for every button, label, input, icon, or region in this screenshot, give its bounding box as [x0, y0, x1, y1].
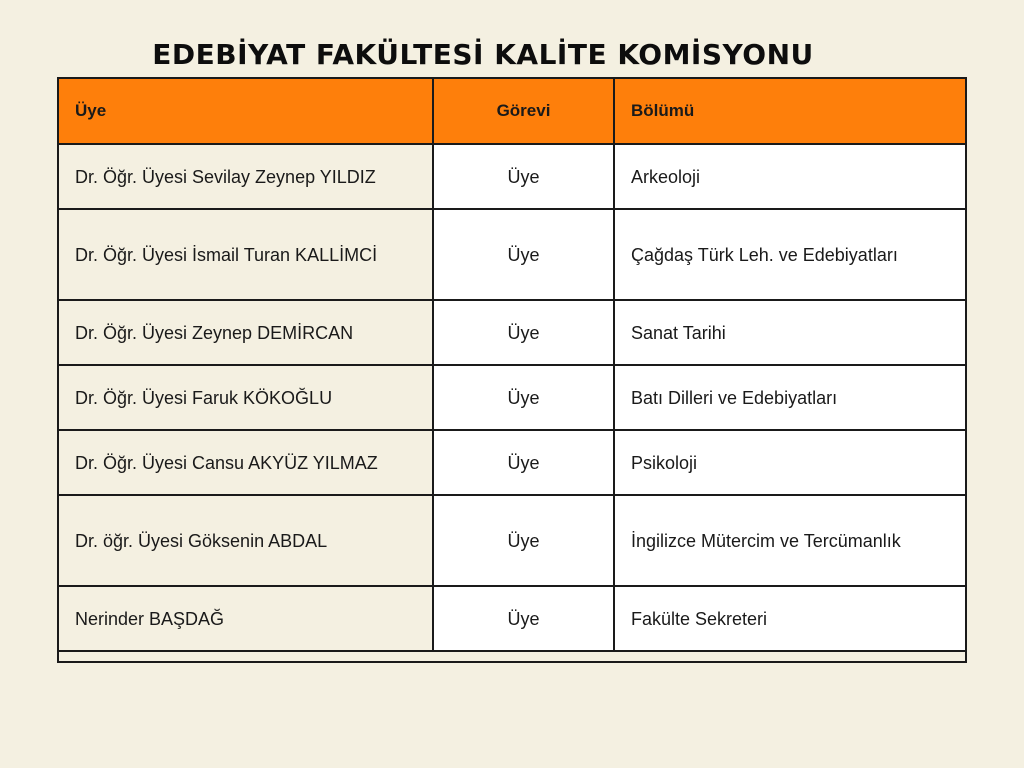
member-department: Batı Dilleri ve Edebiyatları [614, 365, 965, 430]
member-department: Arkeoloji [614, 144, 965, 209]
member-role: Üye [433, 586, 614, 651]
column-header-department: Bölümü [614, 79, 965, 144]
member-department: Sanat Tarihi [614, 300, 965, 365]
column-header-role: Görevi [433, 79, 614, 144]
table-row [59, 365, 965, 430]
member-name: Dr. Öğr. Üyesi Faruk KÖKOĞLU [59, 365, 433, 430]
member-role: Üye [433, 300, 614, 365]
member-role: Üye [433, 209, 614, 300]
table-header-row [59, 79, 965, 144]
member-name: Dr. Öğr. Üyesi Zeynep DEMİRCAN [59, 300, 433, 365]
member-department: Psikoloji [614, 430, 965, 495]
page-title: EDEBİYAT FAKÜLTESİ KALİTE KOMİSYONU [152, 38, 814, 71]
member-name: Nerinder BAŞDAĞ [59, 586, 433, 651]
member-role: Üye [433, 495, 614, 586]
table-row [59, 300, 965, 365]
member-department: Çağdaş Türk Leh. ve Edebiyatları [614, 209, 965, 300]
table-row [59, 495, 965, 586]
member-department: İngilizce Mütercim ve Tercümanlık [614, 495, 965, 586]
member-role: Üye [433, 144, 614, 209]
member-name: Dr. Öğr. Üyesi Cansu AKYÜZ YILMAZ [59, 430, 433, 495]
committee-table [57, 77, 967, 663]
member-department: Fakülte Sekreteri [614, 586, 965, 651]
column-header-member: Üye [59, 79, 433, 144]
member-name: Dr. Öğr. Üyesi Sevilay Zeynep YILDIZ [59, 144, 433, 209]
member-role: Üye [433, 365, 614, 430]
member-name: Dr. Öğr. Üyesi İsmail Turan KALLİMCİ [59, 209, 433, 300]
table-row [59, 144, 965, 209]
member-role: Üye [433, 430, 614, 495]
table-row [59, 586, 965, 651]
table-row [59, 209, 965, 300]
member-name: Dr. öğr. Üyesi Göksenin ABDAL [59, 495, 433, 586]
members-table [59, 79, 965, 652]
table-row [59, 430, 965, 495]
